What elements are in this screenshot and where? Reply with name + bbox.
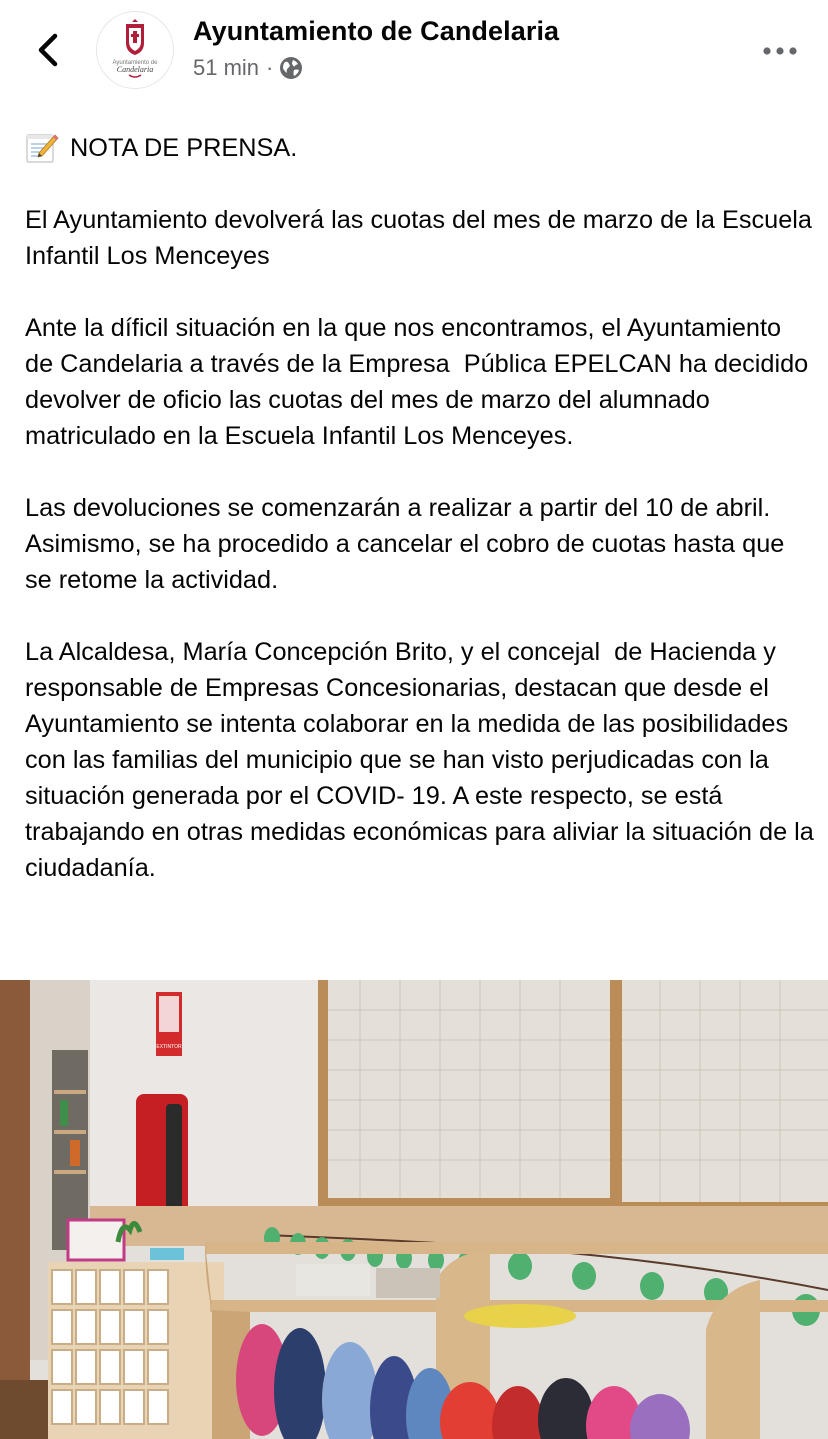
page-avatar[interactable] <box>96 11 174 89</box>
post-header <box>0 0 828 110</box>
more-options-button[interactable] <box>758 34 802 68</box>
post-title: NOTA DE PRENSA. <box>70 134 298 162</box>
post-photo[interactable] <box>0 980 828 1439</box>
post-meta <box>193 54 303 82</box>
post-paragraph: Ante la díficil situación en la que nos encontramos, el Ayuntamiento de Candelaria a través de la Empresa Pública EPELCAN ha decidido devolver de oficio las cuotas del mes de marzo del alumnado matriculado en la Escuela Infantil Los Menceyes. <box>25 314 816 450</box>
classroom-photo <box>0 980 828 1439</box>
post-title-line <box>25 130 815 166</box>
post-paragraph: La Alcaldesa, María Concepción Brito, y el concejal de Hacienda y responsable de Empresas Concesionarias, destacan que desde el Ayuntamiento se intenta colaborar en la medida de las posibilidades con las familias del municipio que se han visto perjudicadas con la situación generada por el COVID- 19. A este respecto, se está trabajando en otras medidas económicas para aliviar la situación de la ciudadanía. <box>25 638 821 882</box>
more-horizontal-icon <box>762 46 798 56</box>
svg-text:Ayuntamiento de: Ayuntamiento de <box>112 60 158 66</box>
page-name[interactable]: Ayuntamiento de Candelaria <box>193 16 560 46</box>
svg-text:Candelaria: Candelaria <box>116 65 154 74</box>
memo-icon <box>25 132 59 164</box>
post-timestamp[interactable]: 51 min <box>193 55 260 80</box>
post-paragraph: Las devoluciones se comenzarán a realizar a partir del 10 de abril. Asimismo, se ha procedido a cancelar el cobro de cuotas hasta que se retome la actividad. <box>25 494 792 594</box>
globe-icon[interactable] <box>279 56 303 80</box>
post-text <box>25 130 821 922</box>
post-paragraph: El Ayuntamiento devolverá las cuotas del mes de marzo de la Escuela Infantil Los Menceyes <box>25 206 820 270</box>
sign-text: EXTINTOR <box>156 1044 182 1050</box>
chevron-left-icon <box>35 32 61 68</box>
meta-separator: · <box>266 55 274 80</box>
municipal-logo <box>105 19 165 81</box>
back-button[interactable] <box>26 28 70 72</box>
